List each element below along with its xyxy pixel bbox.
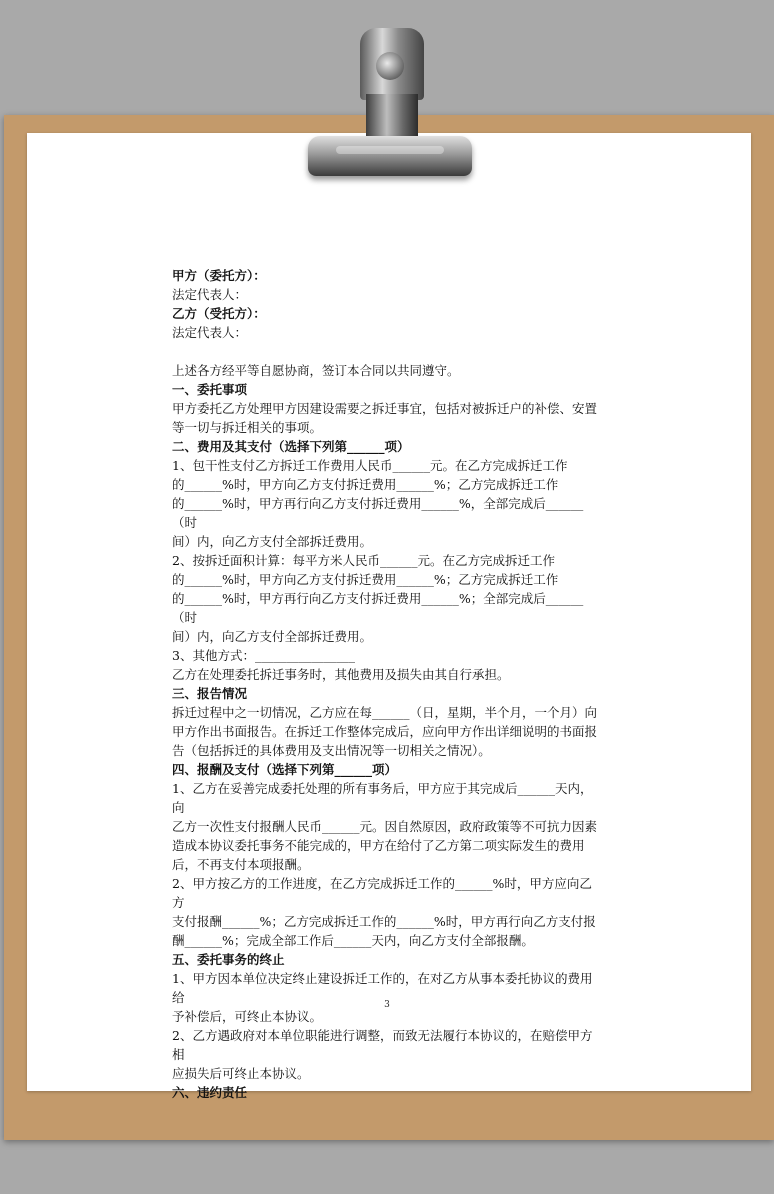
paragraph-line: 法定代表人：: [172, 287, 248, 302]
paragraph-line: 1、乙方在妥善完成委托处理的所有事务后，甲方应于其完成后______天内，向: [172, 781, 593, 815]
paragraph-line: 2、乙方遇政府对本单位职能进行调整，而致无法履行本协议的，在赔偿甲方相: [172, 1028, 593, 1062]
paragraph-line: 等一切与拆迁相关的事项。: [172, 420, 323, 435]
paragraph-line: 甲方作出书面报告。在拆迁工作整体完成后，应向甲方作出详细说明的书面报: [172, 724, 598, 739]
paragraph-line: 法定代表人：: [172, 325, 248, 340]
section-heading: 二、费用及其支付（选择下列第______项）: [172, 439, 410, 454]
paragraph-line: 间）内，向乙方支付全部拆迁费用。: [172, 629, 373, 644]
paragraph-line: 3、其他方式：________________: [172, 648, 355, 663]
paragraph-line: 乙方一次性支付报酬人民币______元。因自然原因，政府政策等不可抗力因素: [172, 819, 598, 834]
section-heading: 三、报告情况: [172, 686, 248, 701]
page-number: 3: [384, 1000, 390, 1010]
paragraph-line: 的______%时，甲方向乙方支付拆迁费用______%；乙方完成拆迁工作: [172, 572, 559, 587]
paragraph-line: 告（包括拆迁的具体费用及支出情况等一切相关之情况）。: [172, 743, 491, 758]
paragraph-line: 上述各方经平等自愿协商，签订本合同以共同遵守。: [172, 363, 460, 378]
document-body: [172, 266, 604, 1102]
paragraph-line: 2、按拆迁面积计算：每平方米人民币______元。在乙方完成拆迁工作: [172, 553, 555, 568]
binder-clip-icon: [290, 28, 482, 178]
paragraph-line: 拆迁过程中之一切情况，乙方应在每______（日，星期，半个月，一个月）向: [172, 705, 598, 720]
paragraph-line: 酬______%；完成全部工作后______天内，向乙方支付全部报酬。: [172, 933, 534, 948]
paragraph-line: 予补偿后，可终止本协议。: [172, 1009, 323, 1024]
paragraph-line: 2、甲方按乙方的工作进度，在乙方完成拆迁工作的______%时，甲方应向乙方: [172, 876, 592, 910]
section-heading: 四、报酬及支付（选择下列第______项）: [172, 762, 398, 777]
paragraph-line: 应损失后可终止本协议。: [172, 1066, 310, 1081]
section-heading: 五、委托事务的终止: [172, 952, 285, 967]
section-heading: 甲方（委托方）：: [172, 268, 266, 283]
paragraph-line: 乙方在处理委托拆迁事务时，其他费用及损失由其自行承担。: [172, 667, 510, 682]
section-heading: 乙方（受托方）：: [172, 306, 266, 321]
blank-line: [172, 342, 604, 361]
paragraph-line: 的______%时，甲方再行向乙方支付拆迁费用______%，全部完成后______（时: [172, 496, 584, 530]
section-heading: 六、违约责任: [172, 1085, 248, 1100]
paragraph-line: 1、包干性支付乙方拆迁工作费用人民币______元。在乙方完成拆迁工作: [172, 458, 568, 473]
paragraph-line: 甲方委托乙方处理甲方因建设需要之拆迁事宜，包括对被拆迁户的补偿、安置: [172, 401, 598, 416]
paragraph-line: 支付报酬______%；乙方完成拆迁工作的______%时，甲方再行向乙方支付报: [172, 914, 596, 929]
paragraph-line: 的______%时，甲方再行向乙方支付拆迁费用______%；全部完成后______（时: [172, 591, 584, 625]
paragraph-line: 的______%时，甲方向乙方支付拆迁费用______%；乙方完成拆迁工作: [172, 477, 559, 492]
paragraph-line: 后，不再支付本项报酬。: [172, 857, 310, 872]
section-heading: 一、委托事项: [172, 382, 248, 397]
paragraph-line: 造成本协议委托事务不能完成的，甲方在给付了乙方第二项实际发生的费用: [172, 838, 585, 853]
paragraph-line: 间）内，向乙方支付全部拆迁费用。: [172, 534, 373, 549]
paragraph-line: 1、甲方因本单位决定终止建设拆迁工作的，在对乙方从事本委托协议的费用给: [172, 971, 593, 1005]
